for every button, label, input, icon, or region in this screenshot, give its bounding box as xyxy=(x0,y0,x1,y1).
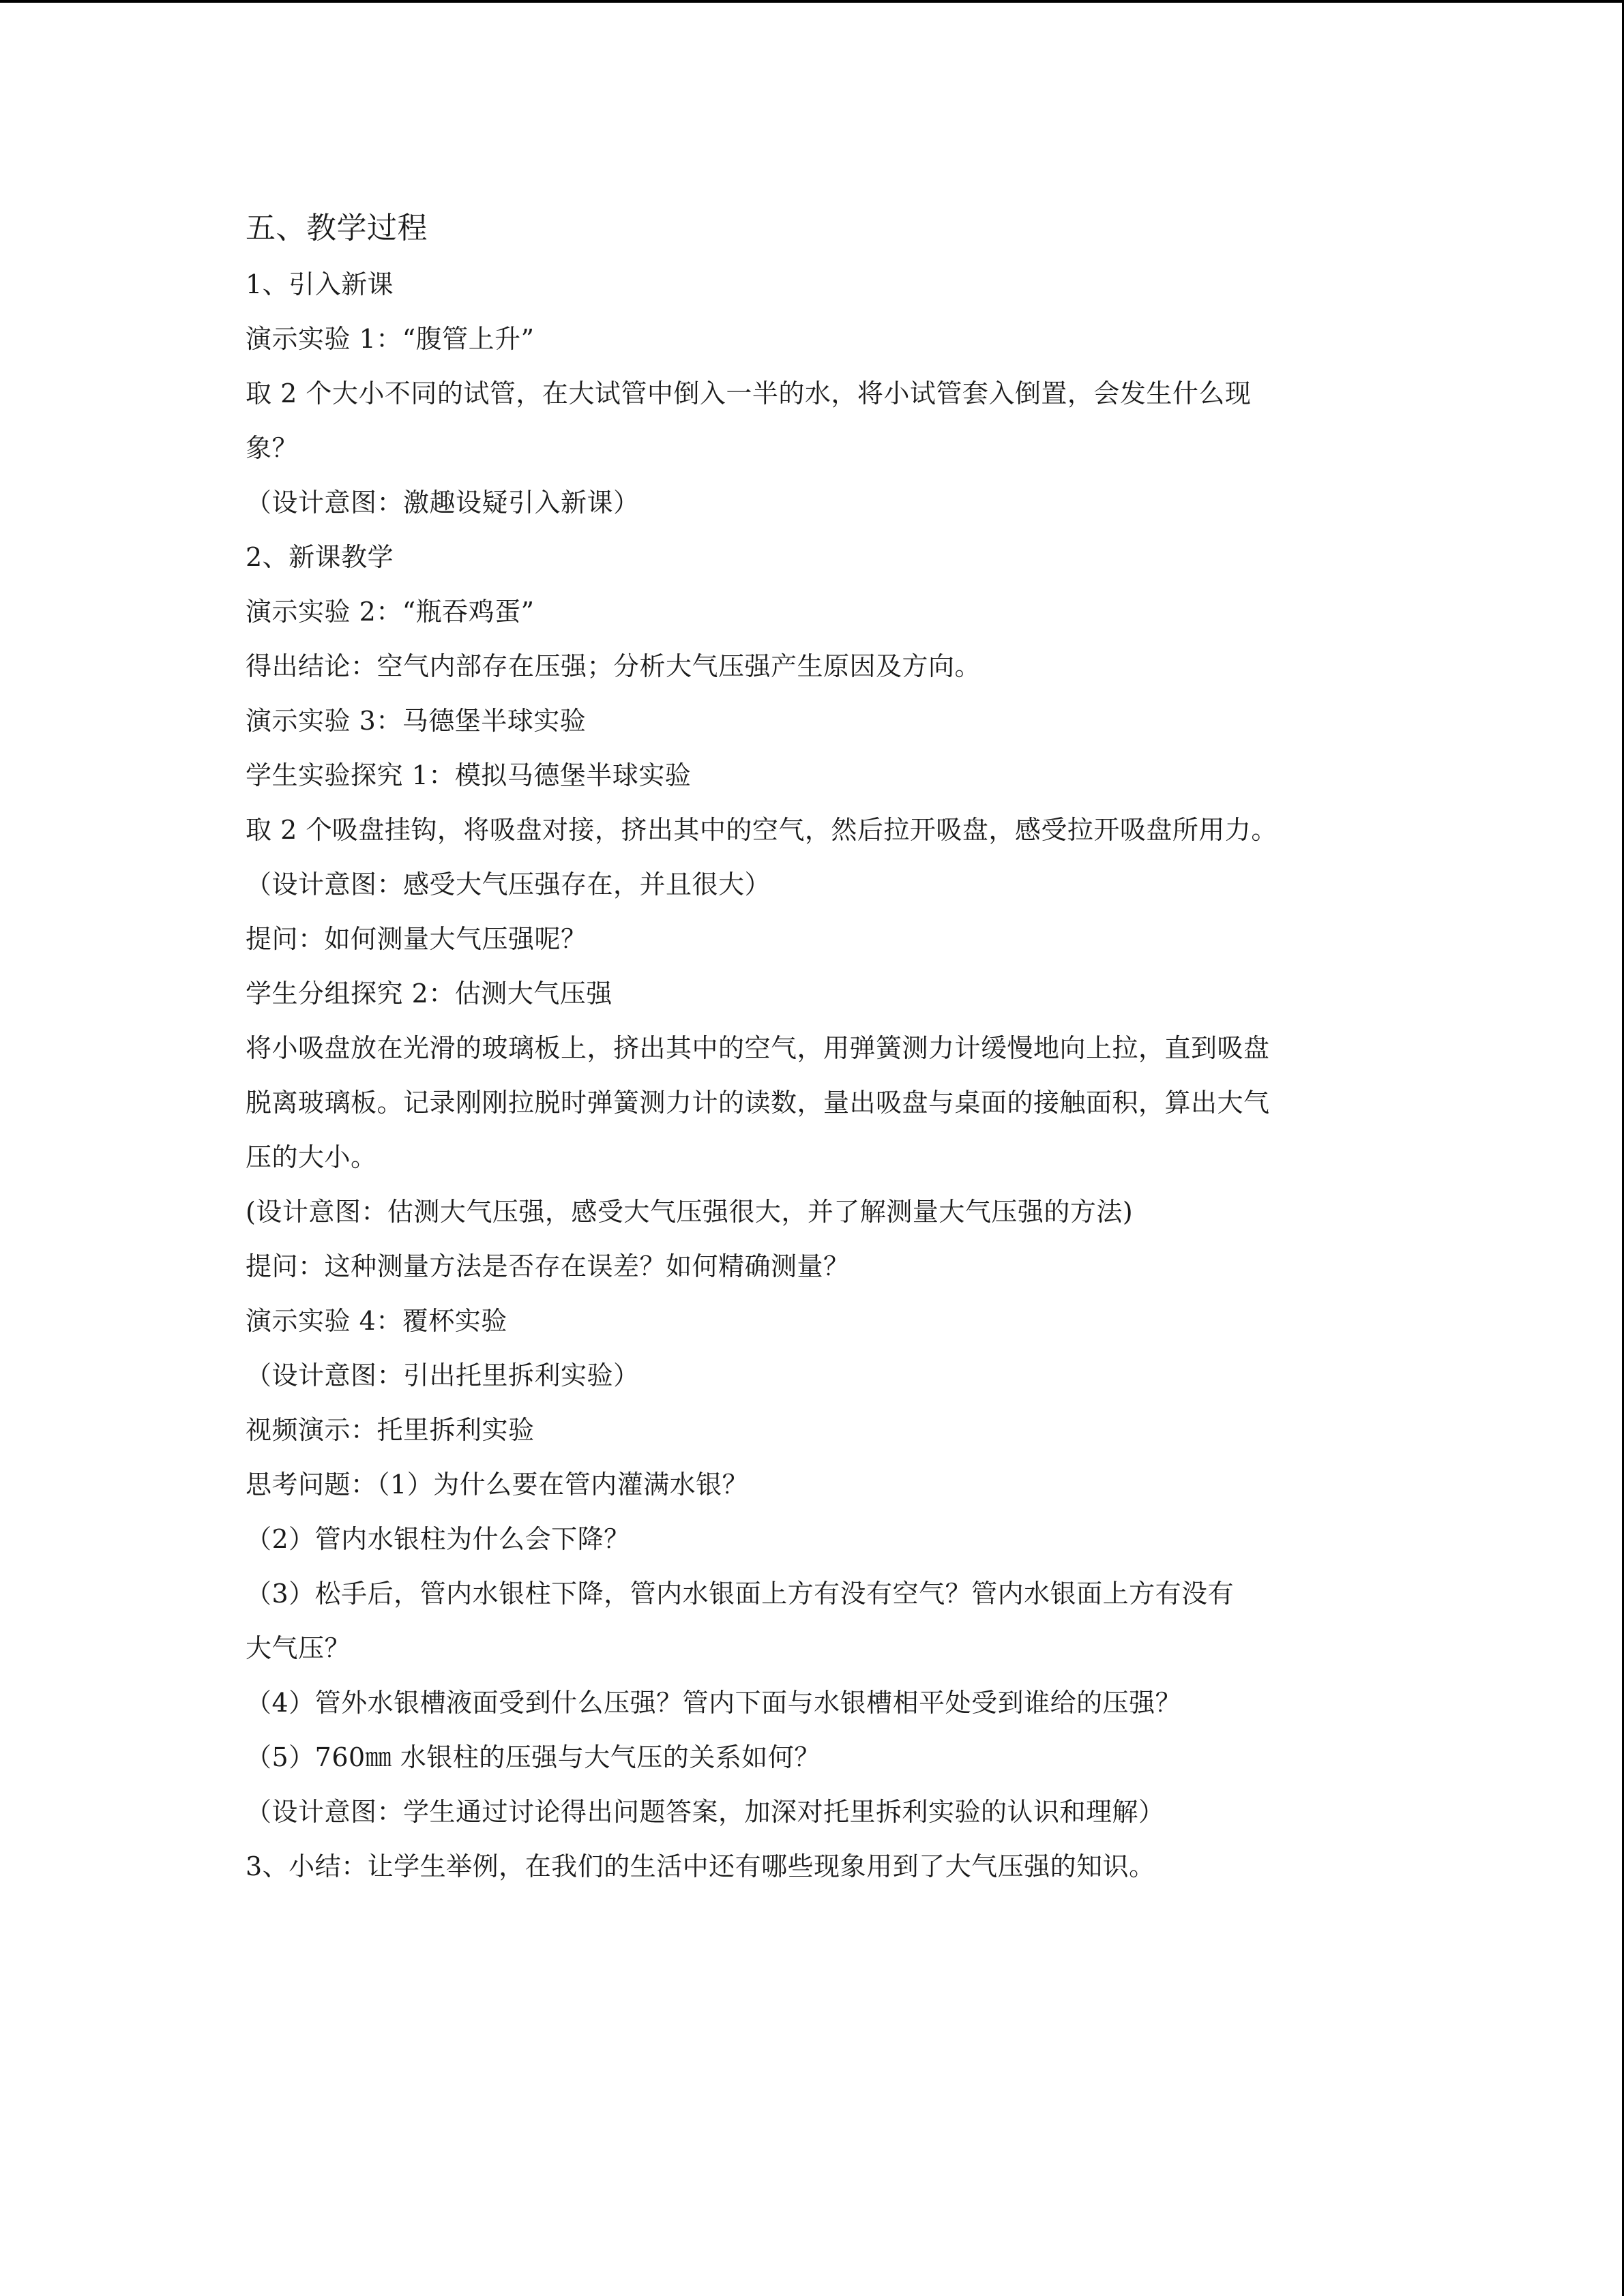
paragraph-line: 提问：这种测量方法是否存在误差？如何精确测量？ xyxy=(246,1251,850,1281)
paragraph-line: 演示实验 1：“腹管上升” xyxy=(246,324,535,354)
paragraph-line: （设计意图：引出托里拆利实验） xyxy=(246,1360,640,1390)
paragraph-line: 得出结论：空气内部存在压强；分析大气压强产生原因及方向。 xyxy=(246,651,981,681)
paragraph-line: 思考问题：（1）为什么要在管内灌满水银？ xyxy=(246,1470,749,1500)
paragraph-line: （2）管内水银柱为什么会下降？ xyxy=(246,1524,630,1554)
paragraph-line: 演示实验 3：马德堡半球实验 xyxy=(246,706,587,736)
paragraph-line: （设计意图：感受大气压强存在，并且很大） xyxy=(246,869,771,899)
paragraph-line: 提问：如何测量大气压强呢？ xyxy=(246,924,587,954)
section-heading: 五、教学过程 xyxy=(246,211,428,245)
paragraph-line: （设计意图：学生通过讨论得出问题答案，加深对托里拆利实验的认识和理解） xyxy=(246,1797,1165,1827)
page-top-border xyxy=(0,0,1624,3)
paragraph-line: 演示实验 2：“瓶吞鸡蛋” xyxy=(246,597,535,627)
paragraph-line: (设计意图：估测大气压强，感受大气压强很大，并了解测量大气压强的方法) xyxy=(246,1197,1134,1227)
paragraph-line: 压的大小。 xyxy=(246,1142,377,1172)
subsection-heading: 2、新课教学 xyxy=(246,542,394,572)
paragraph-line: （4）管外水银槽液面受到什么压强？管内下面与水银槽相平处受到谁给的压强？ xyxy=(246,1688,1182,1718)
paragraph-line: 取 2 个大小不同的试管，在大试管中倒入一半的水，将小试管套入倒置，会发生什么现 xyxy=(246,378,1252,408)
paragraph-line: （3）松手后，管内水银柱下降，管内水银面上方有没有空气？管内水银面上方有没有 xyxy=(246,1579,1235,1609)
paragraph-line: 视频演示：托里拆利实验 xyxy=(246,1415,535,1445)
paragraph-line: 学生实验探究 1：模拟马德堡半球实验 xyxy=(246,760,692,790)
paragraph-line: （5）760㎜ 水银柱的压强与大气压的关系如何？ xyxy=(246,1742,821,1772)
paragraph-line: 脱离玻璃板。记录刚刚拉脱时弹簧测力计的读数，量出吸盘与桌面的接触面积，算出大气 xyxy=(246,1088,1270,1118)
paragraph-line: 演示实验 4：覆杯实验 xyxy=(246,1306,507,1336)
paragraph-line: 学生分组探究 2：估测大气压强 xyxy=(246,979,612,1009)
paragraph-line: 将小吸盘放在光滑的玻璃板上，挤出其中的空气，用弹簧测力计缓慢地向上拉，直到吸盘 xyxy=(246,1033,1270,1063)
subsection-heading: 1、引入新课 xyxy=(246,269,394,299)
paragraph-line: 大气压？ xyxy=(246,1633,351,1663)
paragraph-line: 象？ xyxy=(246,433,299,463)
paragraph-line: 3、小结：让学生举例，在我们的生活中还有哪些现象用到了大气压强的知识。 xyxy=(246,1851,1155,1881)
paragraph-line: 取 2 个吸盘挂钩，将吸盘对接，挤出其中的空气，然后拉开吸盘，感受拉开吸盘所用力。 xyxy=(246,815,1278,845)
paragraph-line: （设计意图：激趣设疑引入新课） xyxy=(246,488,640,518)
